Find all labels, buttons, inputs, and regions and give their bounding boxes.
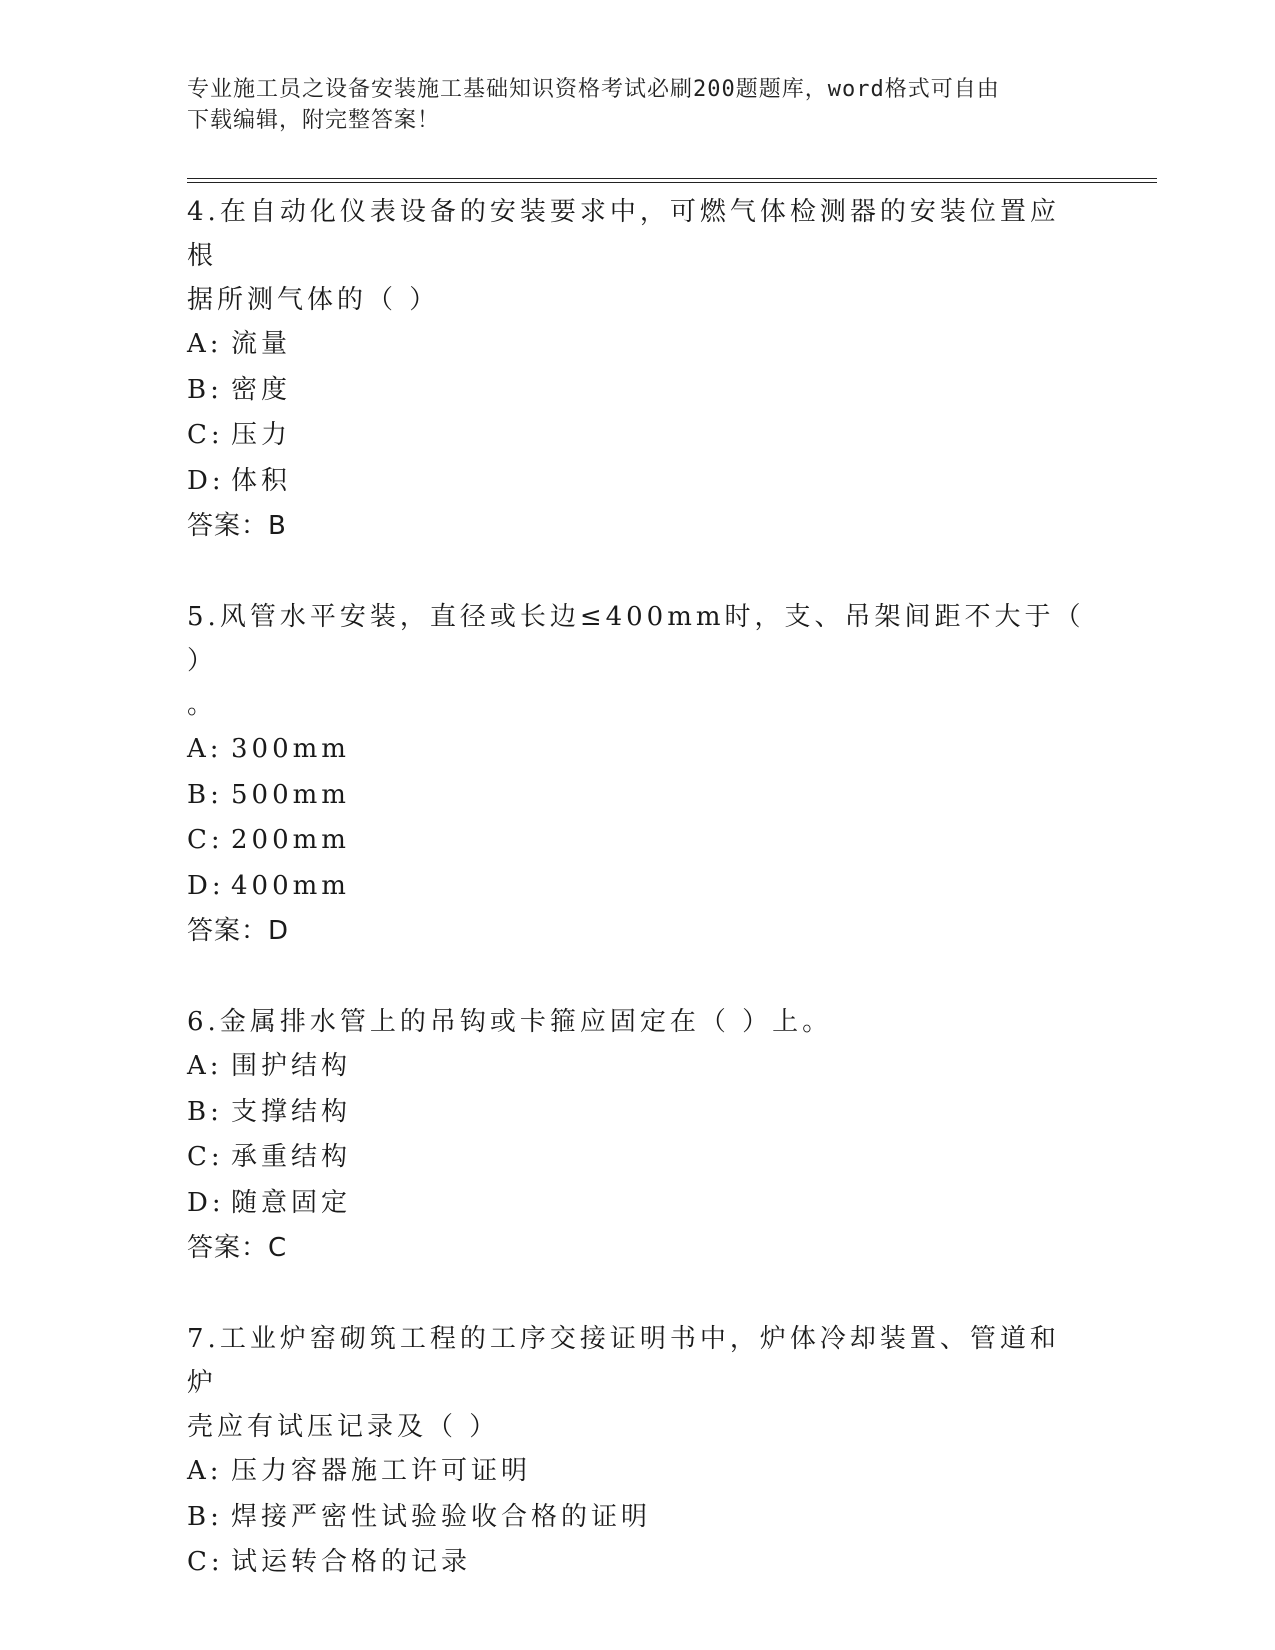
option-c [187, 818, 1087, 864]
option-letter: D: [187, 1187, 225, 1218]
question-list [187, 190, 1087, 1586]
question-text-line-1: 工业炉窑砌筑工程的工序交接证明书中，炉体冷却装置、管道和炉 [187, 1324, 1060, 1398]
question-text-line-2: 据所测气体的（ ） [187, 285, 440, 315]
option-text: 400mm [231, 870, 350, 901]
option-letter: A: [187, 1051, 223, 1081]
option-c [187, 1135, 1087, 1181]
answer-line: 答案：C [187, 1233, 288, 1263]
question-4 [187, 190, 1087, 549]
option-b [187, 368, 1087, 414]
option-letter: C: [187, 1142, 224, 1172]
option-letter: B: [187, 374, 223, 405]
option-letter: B: [187, 1501, 223, 1532]
option-b [187, 1495, 1087, 1541]
option-text: 试运转合格的记录 [231, 1547, 472, 1577]
option-text: 200mm [231, 825, 350, 855]
header-divider-top [187, 178, 1157, 179]
option-c [187, 413, 1087, 459]
option-a [187, 1449, 1087, 1495]
option-text: 500mm [231, 779, 350, 810]
option-letter: D: [187, 870, 225, 901]
option-text: 密度 [231, 374, 292, 405]
option-text: 体积 [231, 465, 292, 496]
header-line-2: 下载编辑，附完整答案！ [187, 108, 441, 133]
question-spacer [187, 954, 1087, 1000]
option-letter: B: [187, 1096, 223, 1127]
option-letter: C: [187, 420, 224, 450]
option-d [187, 1181, 1087, 1227]
option-b [187, 773, 1087, 819]
question-text-line-1: 在自动化仪表设备的安装要求中，可燃气体检测器的安装位置应根 [187, 197, 1060, 271]
question-text-line-1: 风管水平安装，直径或长边≤400mm时，支、吊架间距不大于（ ） [187, 602, 1085, 676]
option-text: 流量 [231, 329, 292, 359]
option-text: 焊接严密性试验验收合格的证明 [231, 1501, 652, 1532]
option-letter: A: [187, 1456, 223, 1486]
option-letter: C: [187, 1547, 224, 1577]
option-c [187, 1540, 1087, 1586]
document-header [187, 74, 1087, 136]
option-text: 压力 [231, 420, 292, 450]
option-letter: A: [187, 329, 223, 359]
option-text: 随意固定 [231, 1187, 352, 1218]
question-6-text [187, 1000, 1087, 1044]
option-text: 300mm [231, 734, 350, 764]
question-spacer [187, 549, 1087, 595]
option-text: 压力容器施工许可证明 [231, 1456, 532, 1486]
question-text-line-1: 金属排水管上的吊钩或卡箍应固定在（ ）上。 [219, 1007, 833, 1037]
question-number: 5. [187, 602, 220, 632]
question-7 [187, 1317, 1087, 1586]
option-a [187, 727, 1087, 773]
option-letter: C: [187, 825, 224, 855]
option-b [187, 1090, 1087, 1136]
option-a [187, 322, 1087, 368]
option-a [187, 1044, 1087, 1090]
question-spacer [187, 1271, 1087, 1317]
option-letter: D: [187, 465, 225, 496]
question-5 [187, 595, 1087, 954]
question-7-text [187, 1317, 1087, 1405]
question-text-line-2: 。 [187, 690, 218, 720]
question-number: 7. [187, 1324, 220, 1354]
option-letter: B: [187, 779, 223, 810]
question-4-text [187, 190, 1087, 278]
question-text-line-2: 壳应有试压记录及（ ） [187, 1412, 500, 1442]
answer-line: 答案：B [187, 511, 287, 541]
option-text: 支撑结构 [231, 1096, 352, 1127]
question-6 [187, 1000, 1087, 1271]
option-letter: A: [187, 734, 223, 764]
answer-line: 答案：D [187, 916, 290, 946]
option-d [187, 459, 1087, 505]
option-text: 围护结构 [231, 1051, 352, 1081]
question-number: 4. [187, 197, 220, 227]
question-number: 6. [187, 1007, 220, 1037]
header-line-1: 专业施工员之设备安装施工基础知识资格考试必刷200题题库，word格式可自由 [187, 77, 1000, 102]
header-divider-bottom [187, 182, 1157, 183]
option-d [187, 864, 1087, 910]
option-text: 承重结构 [231, 1142, 352, 1172]
question-5-text [187, 595, 1087, 683]
